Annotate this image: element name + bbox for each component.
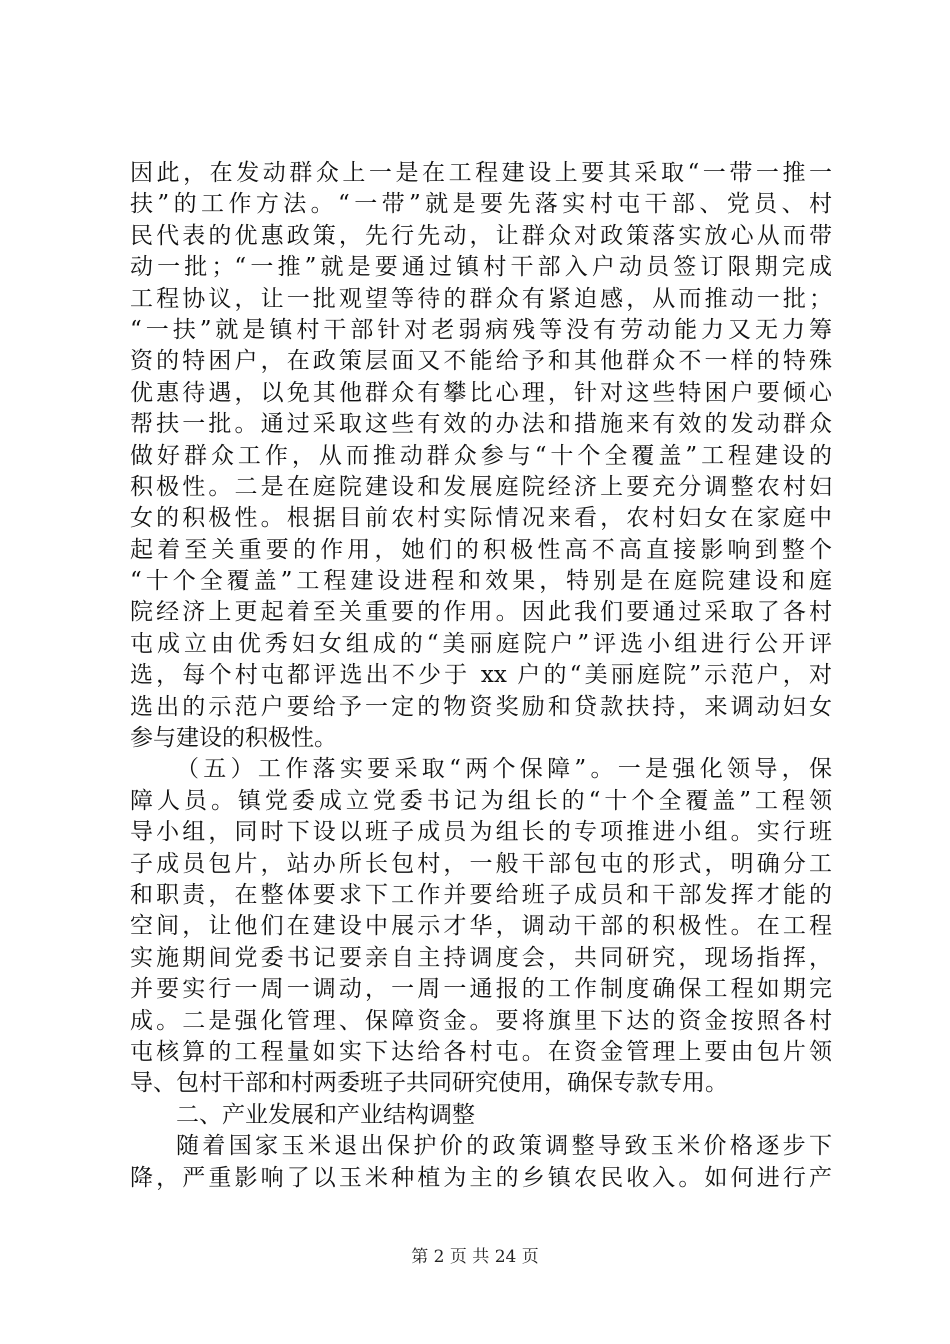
text-line: 导、包村干部和村两委班子共同研究使用，确保专款专用。 xyxy=(130,1070,728,1097)
text-line: 选，每个村屯都评选出不少于 xx 户的“美丽庭院”示范户，对 xyxy=(130,662,832,689)
text-line: 女的积极性。根据目前农村实际情况来看，农村妇女在家庭中 xyxy=(130,505,832,532)
text-line: 屯核算的工程量如实下达给各村屯。在资金管理上要由包片领 xyxy=(130,1038,832,1065)
text-line: 因此，在发动群众上一是在工程建设上要其采取“一带一推一 xyxy=(130,160,832,186)
heading-text: 二、产业发展和产业结构调整 xyxy=(176,1101,475,1128)
text-line: 并要实行一周一调动，一周一通报的工作制度确保工程如期完 xyxy=(130,976,832,1003)
text-line: 实施期间党委书记要亲自主持调度会，共同研究，现场指挥， xyxy=(130,944,832,971)
document-body xyxy=(130,158,832,1194)
text-line: 降，严重影响了以玉米种植为主的乡镇农民收入。如何进行产 xyxy=(130,1164,832,1191)
page-footer xyxy=(0,1242,950,1267)
paragraph xyxy=(130,1131,832,1194)
text-line: 子成员包片，站办所长包村，一般干部包屯的形式，明确分工 xyxy=(130,850,832,877)
paragraph xyxy=(130,754,832,1099)
text-line: “十个全覆盖”工程建设进程和效果，特别是在庭院建设和庭 xyxy=(130,568,832,595)
text-line: 积极性。二是在庭院建设和发展庭院经济上要充分调整农村妇 xyxy=(130,473,832,500)
text-line: 资的特困户，在政策层面又不能给予和其他群众不一样的特殊 xyxy=(130,348,832,375)
text-line: 导小组，同时下设以班子成员为组长的专项推进小组。实行班 xyxy=(130,819,832,846)
text-line: 优惠待遇，以免其他群众有攀比心理，针对这些特困户要倾心 xyxy=(130,379,832,406)
text-line: 和职责，在整体要求下工作并要给班子成员和干部发挥才能的 xyxy=(130,881,832,908)
text-line: 参与建设的积极性。 xyxy=(130,725,337,752)
text-line: 院经济上更起着至关重要的作用。因此我们要通过采取了各村 xyxy=(130,599,832,626)
text-line: “一扶”就是镇村干部针对老弱病残等没有劳动能力又无力筹 xyxy=(130,316,832,343)
text-line: 工程协议，让一批观望等待的群众有紧迫感，从而推动一批； xyxy=(130,285,832,312)
text-line: 动一批；“一推”就是要通过镇村干部入户动员签订限期完成 xyxy=(130,254,832,281)
text-line: 帮扶一批。通过采取这些有效的办法和措施来有效的发动群众 xyxy=(130,411,832,438)
section-heading xyxy=(130,1100,832,1131)
text-line: 空间，让他们在建设中展示才华，调动干部的积极性。在工程 xyxy=(130,913,832,940)
text-line: 障人员。镇党委成立党委书记为组长的“十个全覆盖”工程领 xyxy=(130,787,832,814)
text-line: 选出的示范户要给予一定的物资奖励和贷款扶持，来调动妇女 xyxy=(130,693,832,720)
text-line: 民代表的优惠政策，先行先动，让群众对政策落实放心从而带 xyxy=(130,222,832,249)
paragraph xyxy=(130,158,832,754)
text-line: 成。二是强化管理、保障资金。要将旗里下达的资金按照各村 xyxy=(130,1007,832,1034)
text-line: 做好群众工作，从而推动群众参与“十个全覆盖”工程建设的 xyxy=(130,442,832,469)
text-line: 起着至关重要的作用，她们的积极性高不高直接影响到整个 xyxy=(130,536,832,563)
text-line: 随着国家玉米退出保护价的政策调整导致玉米价格逐步下 xyxy=(176,1133,832,1160)
page-number-label: 第 2 页 共 24 页 xyxy=(411,1247,539,1267)
text-line: 扶”的工作方法。“一带”就是要先落实村屯干部、党员、村 xyxy=(130,191,832,218)
text-line: （五）工作落实要采取“两个保障”。一是强化领导，保 xyxy=(176,756,832,783)
text-line: 屯成立由优秀妇女组成的“美丽庭院户”评选小组进行公开评 xyxy=(130,630,832,657)
